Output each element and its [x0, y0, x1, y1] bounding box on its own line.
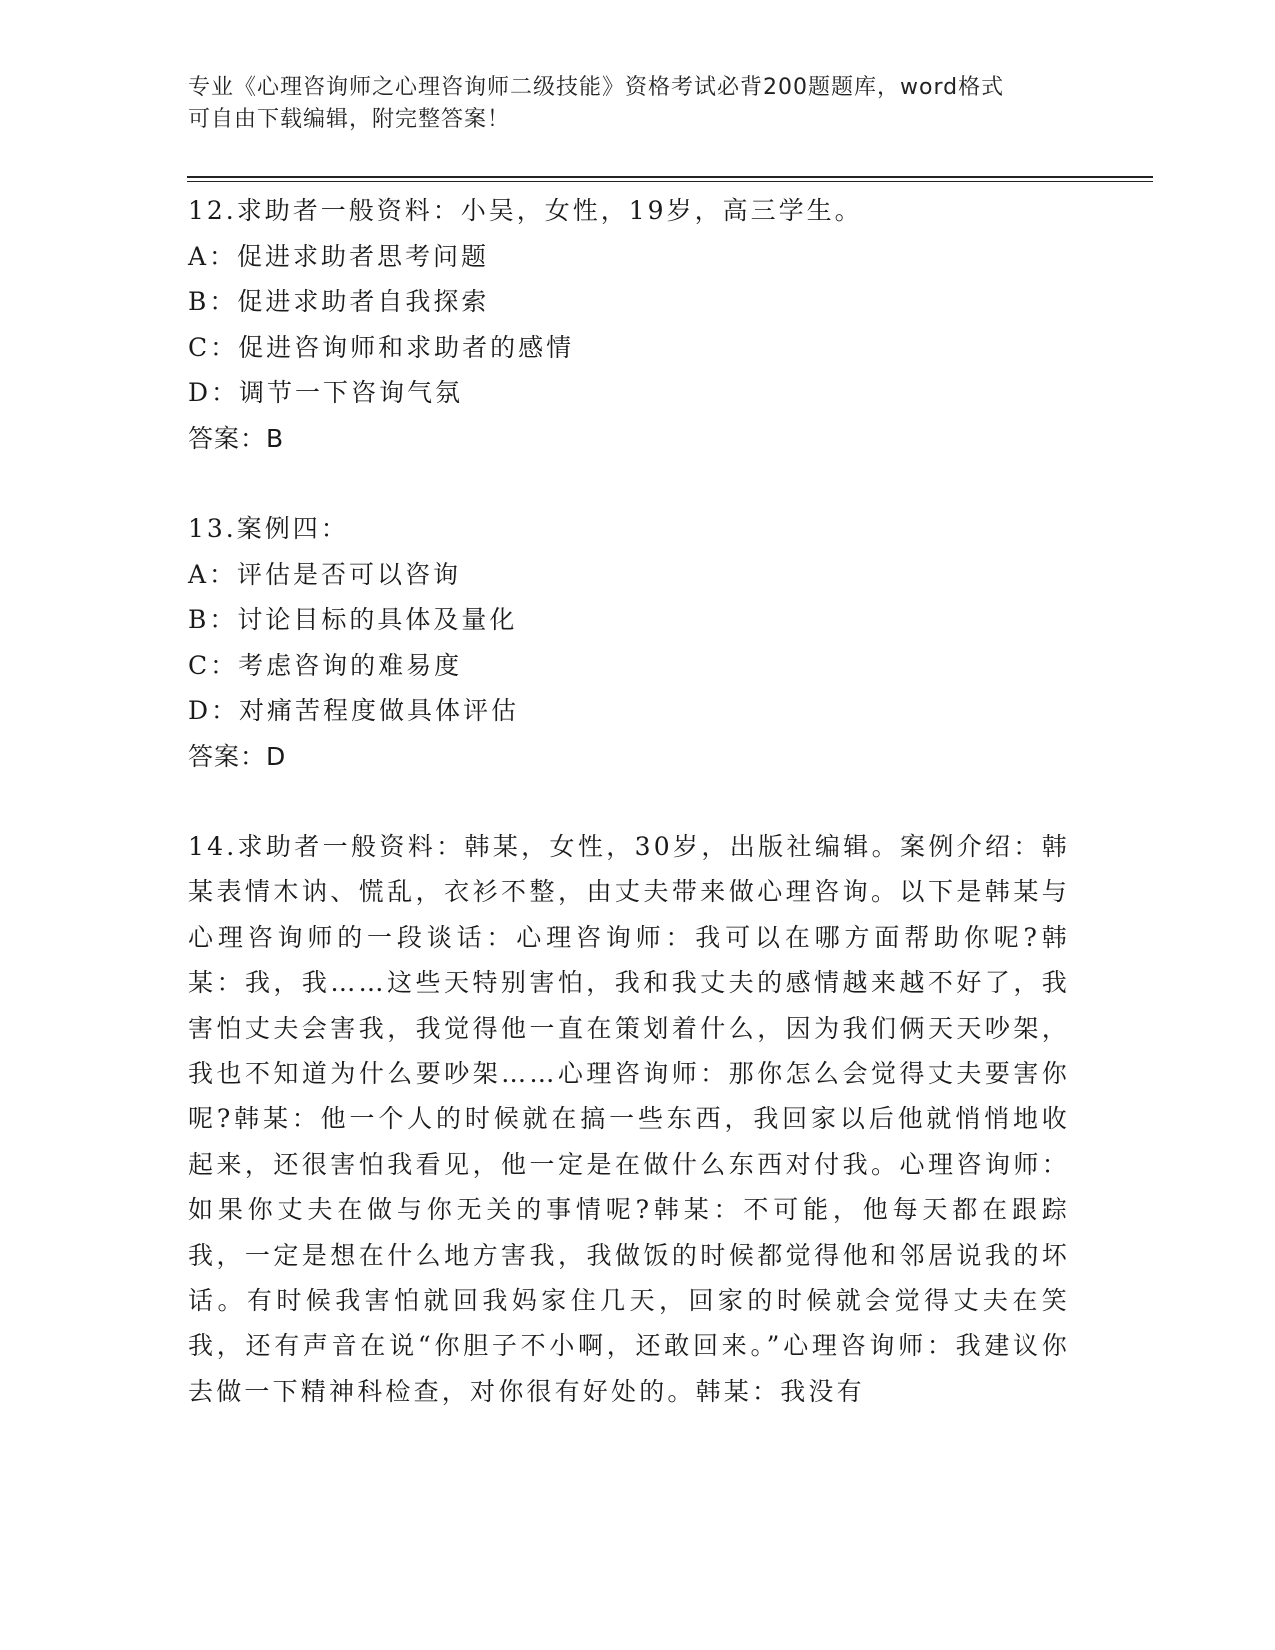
- option-c: C：促进咨询师和求助者的感情: [188, 332, 575, 362]
- question-12: [188, 188, 1078, 461]
- answer-line: 答案：D: [188, 741, 287, 771]
- question-stem-long: 14.求助者一般资料：韩某，女性，30岁，出版社编辑。案例介绍：韩某表情木讷、慌乱，衣衫不整，由丈夫带来做心理咨询。以下是韩某与心理咨询师的一段谈话：心理咨询师：我可以在哪方面帮助你呢?韩某：我，我……这些天特别害怕，我和我丈夫的感情越来越不好了，我害怕丈夫会害我，我觉得他一直在策划着什么，因为我们俩天天吵架，我也不知道为什么要吵架……心理咨询师：那你怎么会觉得丈夫要害你呢?韩某：他一个人的时候就在搞一些东西，我回家以后他就悄悄地收起来，还很害怕我看见，他一定是在做什么东西对付我。心理咨询师：如果你丈夫在做与你无关的事情呢?韩某：不可能，他每天都在跟踪我，一定是想在什么地方害我，我做饭的时候都觉得他和邻居说我的坏话。有时候我害怕就回我妈家住几天，回家的时候就会觉得丈夫在笑我，还有声音在说“你胆子不小啊，还敢回来。”心理咨询师：我建议你去做一下精神科检查，对你很有好处的。韩某：我没有: [188, 832, 1070, 1406]
- question-14: [188, 824, 1078, 1414]
- header-title-line-2: 可自由下载编辑，附完整答案！: [188, 107, 511, 132]
- question-stem: 12.求助者一般资料：小吴，女性，19岁，高三学生。: [188, 196, 863, 225]
- option-d: D：调节一下咨询气氛: [188, 378, 464, 407]
- option-b: B：讨论目标的具体及量化: [188, 605, 518, 634]
- option-a: A：促进求助者思考问题: [188, 241, 490, 271]
- option-b: B：促进求助者自我探索: [188, 287, 490, 316]
- question-stem: 13.案例四：: [188, 514, 349, 543]
- question-spacer: [188, 461, 1078, 506]
- header-title-line-1: 专业《心理咨询师之心理咨询师二级技能》资格考试必背200题题库，word格式: [188, 75, 1005, 100]
- answer-line: 答案：B: [188, 423, 285, 453]
- question-spacer: [188, 779, 1078, 824]
- header-divider-thick: [187, 176, 1153, 178]
- option-c: C：考虑咨询的难易度: [188, 650, 463, 680]
- option-a: A：评估是否可以咨询: [188, 559, 462, 589]
- question-13: [188, 506, 1078, 779]
- option-d: D：对痛苦程度做具体评估: [188, 696, 520, 725]
- document-header: [188, 72, 1068, 136]
- question-list: [188, 188, 1078, 1414]
- header-divider-thin: [187, 181, 1153, 182]
